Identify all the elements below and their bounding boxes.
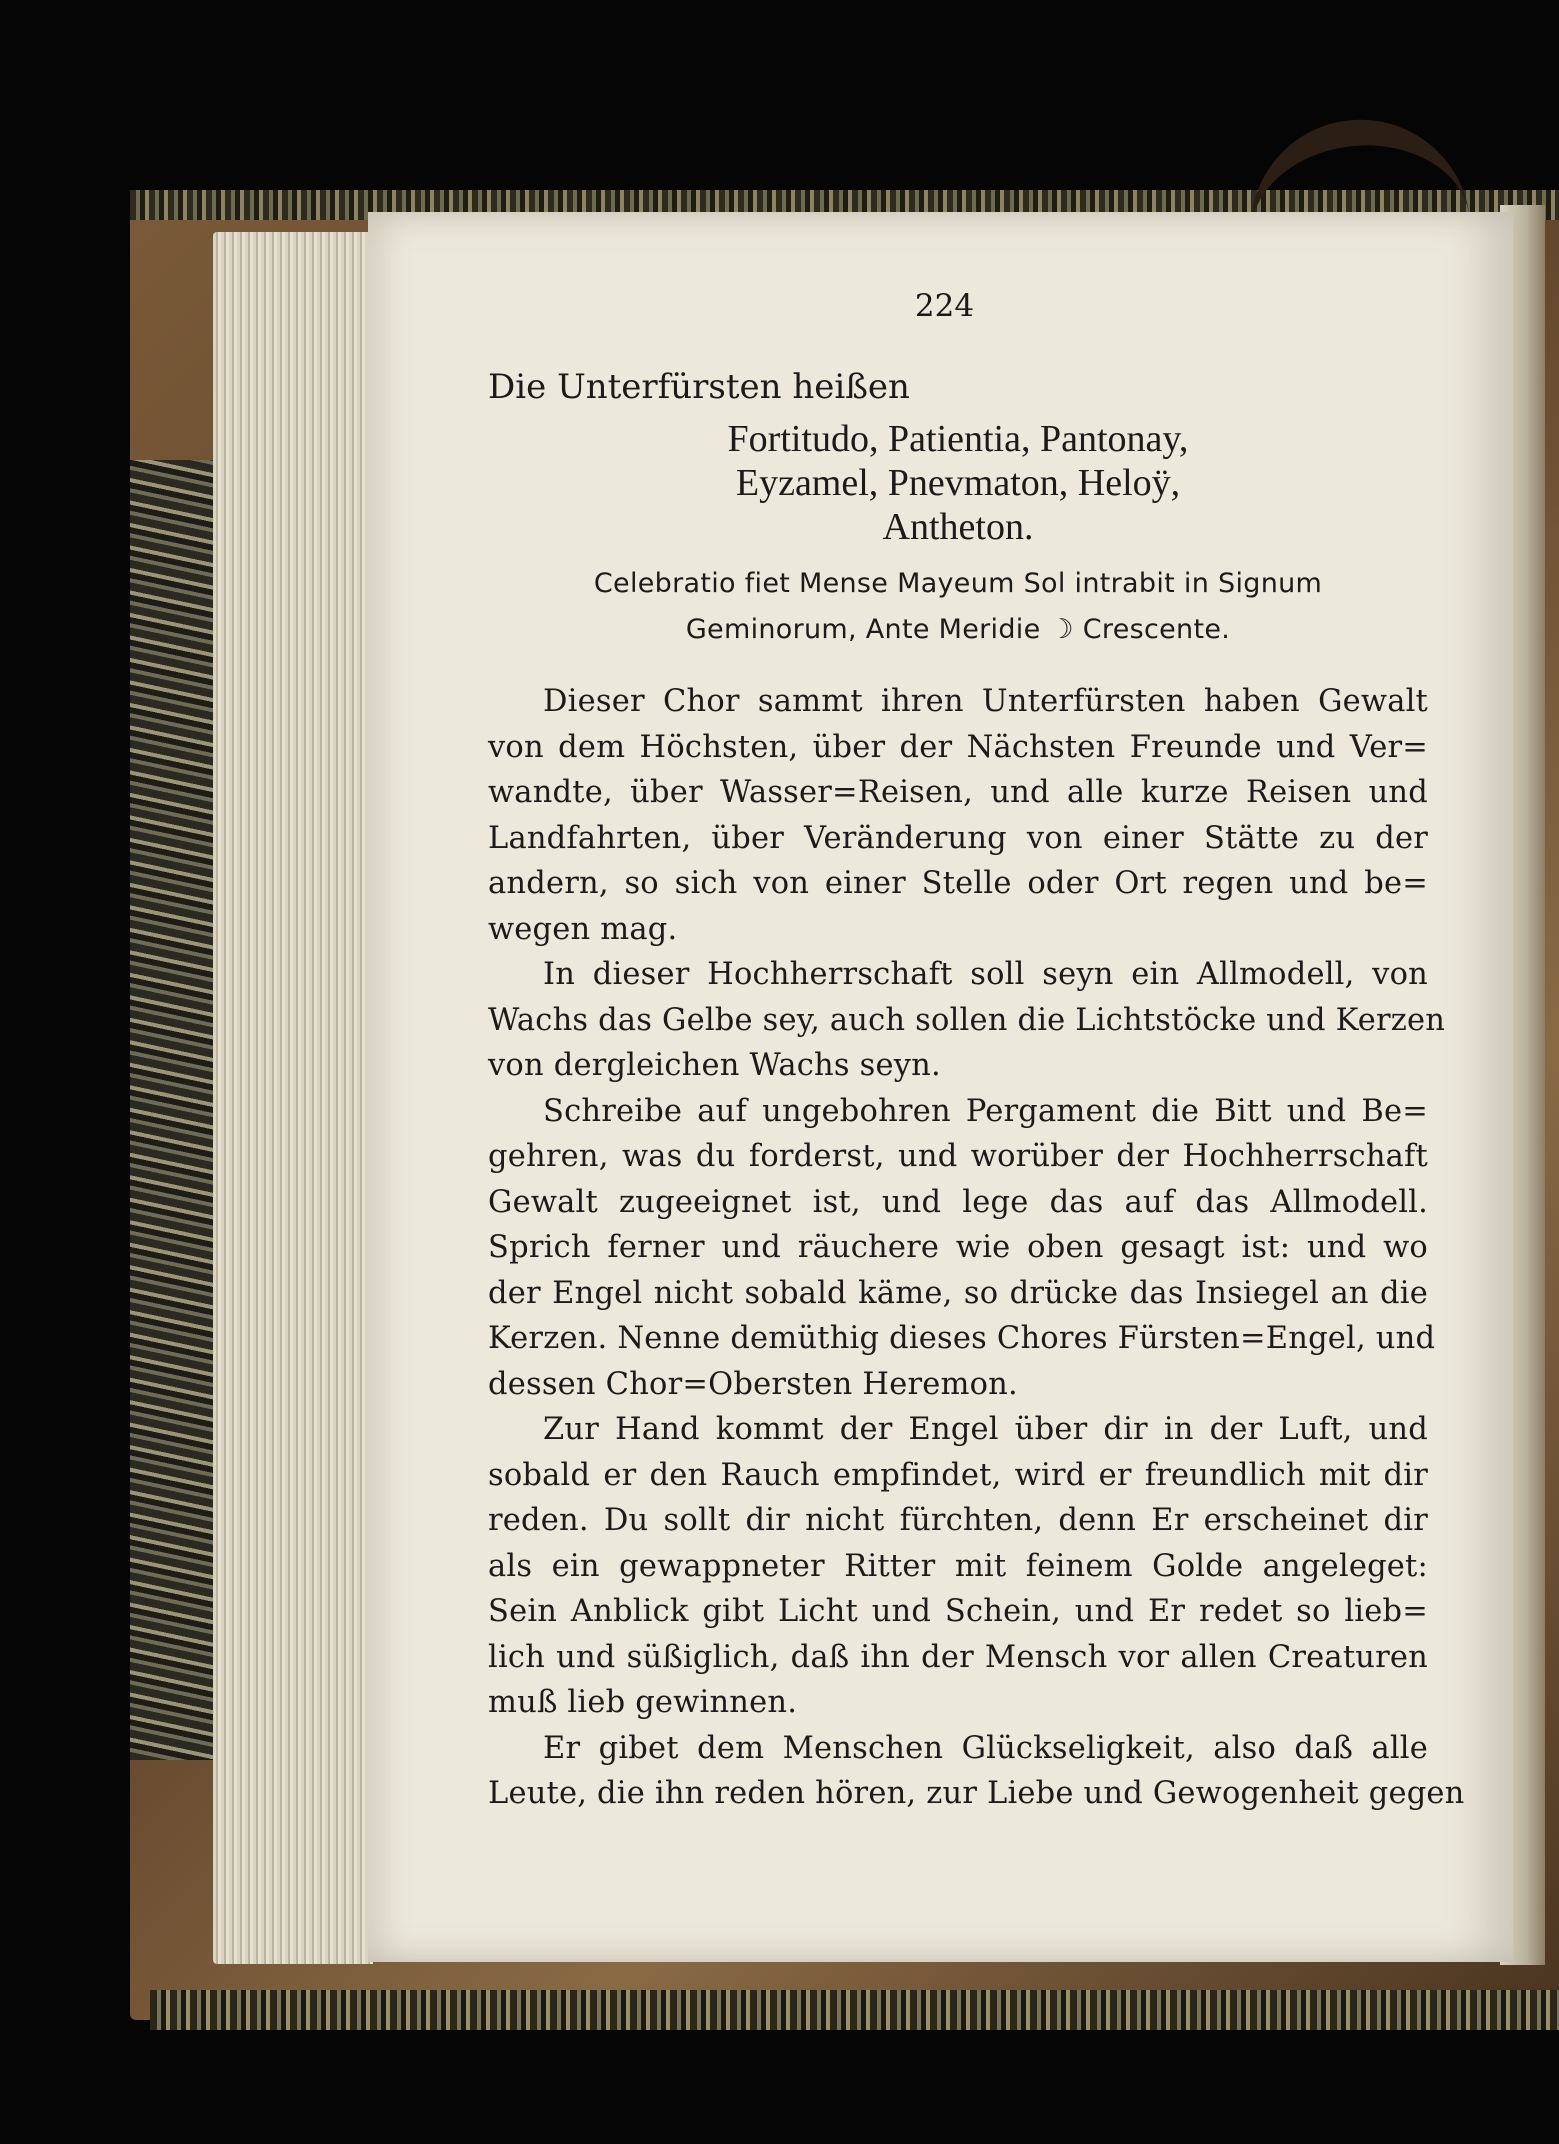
text-line: muß lieb gewinnen. xyxy=(488,1685,798,1720)
paragraph xyxy=(488,679,1428,952)
text-line: wegen mag. xyxy=(488,911,678,947)
text-line: Zur Hand kommt der Engel über dir in der Luft, und xyxy=(543,1412,1428,1447)
text-line: der Engel nicht sobald käme, so drücke das Insiegel an die xyxy=(488,1275,1428,1311)
text-line: von dem Höchsten, über der Nächsten Freunde und Ver= xyxy=(488,729,1428,765)
text-line: als ein gewappneter Ritter mit feinem Golde angeleget: xyxy=(488,1548,1428,1584)
text-line: Gewalt zugeeignet ist, und lege das auf das Allmodell. xyxy=(488,1184,1428,1220)
text-line: sobald er den Rauch empfindet, wird er freundlich mit dir xyxy=(488,1457,1428,1493)
text-line: dessen Chor=Obersten Heremon. xyxy=(488,1366,1018,1402)
names-block xyxy=(488,417,1428,549)
text-line: Dieser Chor sammt ihren Unterfürsten haben Gewalt xyxy=(543,684,1428,719)
text-line: Wachs das Gelbe sey, auch sollen die Lichtstöcke und Kerzen xyxy=(488,1002,1446,1038)
text-line: reden. Du sollt dir nicht fürchten, denn Er erscheinet dir xyxy=(488,1503,1428,1538)
text-line: Er gibet dem Menschen Glückseligkeit, also daß alle xyxy=(543,1730,1428,1766)
marbled-edge-bottom xyxy=(150,1990,1559,2030)
celebratio-line: Celebratio fiet Mense Mayeum Sol intrabit in Signum xyxy=(593,568,1323,599)
names-line: Eyzamel, Pnevmaton, Heloÿ, xyxy=(735,462,1181,504)
text-line: wandte, über Wasser=Reisen, und alle kurze Reisen und xyxy=(488,775,1428,810)
text-line: In dieser Hochherrschaft soll seyn ein Allmodell, von xyxy=(543,957,1428,992)
text-line: andern, so sich von einer Stelle oder Ort regen und be= xyxy=(488,866,1428,901)
text-line: Leute, die ihn reden hören, zur Liebe und Gewogenheit gegen xyxy=(488,1776,1465,1811)
paragraph xyxy=(488,952,1446,1089)
text-line: Sprich ferner und räuchere wie oben gesagt ist: und wo xyxy=(488,1230,1428,1265)
page-text-block xyxy=(488,365,1465,1817)
paragraph xyxy=(488,1089,1436,1408)
text-line: Kerzen. Nenne demüthig dieses Chores Fürsten=Engel, und xyxy=(488,1321,1436,1356)
page-stack-edges xyxy=(213,232,373,1964)
page-number: 224 xyxy=(914,288,975,324)
names-line: Fortitudo, Patientia, Pantonay, xyxy=(727,418,1189,460)
text-line: gehren, was du forderst, und worüber der Hochherrschaft xyxy=(488,1139,1428,1174)
text-line: von dergleichen Wachs seyn. xyxy=(488,1048,941,1083)
text-line: Sein Anblick gibt Licht und Schein, und Er redet so lieb= xyxy=(488,1594,1428,1629)
names-line: Antheton. xyxy=(882,506,1034,548)
text-line: lich und süßiglich, daß ihn der Mensch vor allen Creaturen xyxy=(488,1639,1428,1675)
text-line: Landfahrten, über Veränderung von einer Stätte zu der xyxy=(488,820,1428,856)
paragraph xyxy=(488,1726,1465,1817)
intro-line: Die Unterfürsten heißen xyxy=(488,367,910,407)
celebratio-line: Geminorum, Ante Meridie ☽ Crescente. xyxy=(685,614,1231,645)
text-line: Schreibe auf ungebohren Pergament die Bitt und Be= xyxy=(543,1093,1428,1129)
celebratio-block xyxy=(488,561,1428,653)
paragraph xyxy=(488,1407,1428,1726)
